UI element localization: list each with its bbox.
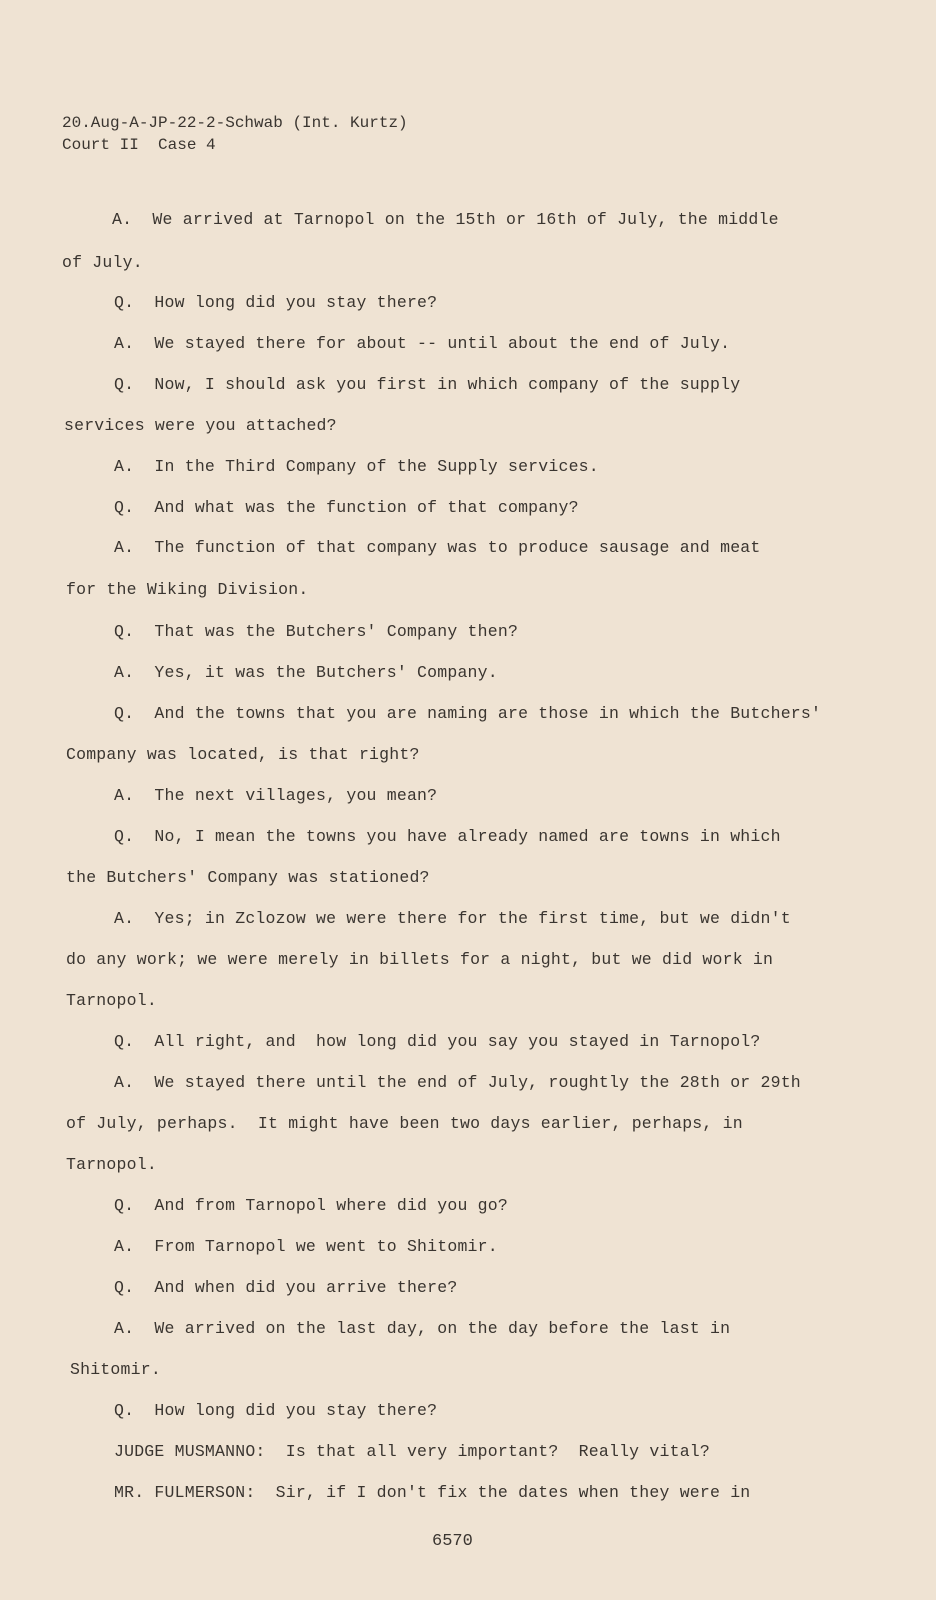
transcript-line: Q. That was the Butchers' Company then? [114,622,519,641]
transcript-line: of July. [62,253,143,272]
transcript-line: JUDGE MUSMANNO: Is that all very important? Really vital? [114,1442,710,1461]
header-line-2: Court II Case 4 [62,136,216,154]
transcript-line: Tarnopol. [66,1155,157,1174]
transcript-line: Q. And the towns that you are naming are those in which the Butchers' [114,704,822,723]
transcript-line: Q. And from Tarnopol where did you go? [114,1196,508,1215]
transcript-line: A. Yes, it was the Butchers' Company. [114,663,498,682]
transcript-line: Tarnopol. [66,991,157,1010]
transcript-line: A. From Tarnopol we went to Shitomir. [114,1237,498,1256]
transcript-line: A. We arrived at Tarnopol on the 15th or 16th of July, the middle [112,210,779,229]
transcript-line: A. In the Third Company of the Supply services. [114,457,599,476]
transcript-line: A. We arrived on the last day, on the day before the last in [114,1319,731,1338]
header-line-1: 20.Aug-A-JP-22-2-Schwab (Int. Kurtz) [62,114,408,132]
transcript-line: Shitomir. [70,1360,161,1379]
transcript-line: Q. No, I mean the towns you have already named are towns in which [114,827,781,846]
transcript-line: A. We stayed there until the end of July, roughtly the 28th or 29th [114,1073,801,1092]
transcript-line: Q. How long did you stay there? [114,293,438,312]
transcript-line: A. We stayed there for about -- until about the end of July. [114,334,731,353]
transcript-line: Q. Now, I should ask you first in which company of the supply [114,375,741,394]
transcript-line: A. The next villages, you mean? [114,786,438,805]
transcript-line: services were you attached? [64,416,337,435]
document-header [62,112,408,156]
transcript-line: A. Yes; in Zclozow we were there for the first time, but we didn't [114,909,791,928]
transcript-line: do any work; we were merely in billets for a night, but we did work in [66,950,774,969]
transcript-line: Q. And when did you arrive there? [114,1278,458,1297]
transcript-line: for the Wiking Division. [66,580,309,599]
transcript-line: Company was located, is that right? [66,745,420,764]
page-number: 6570 [432,1532,473,1551]
transcript-line: Q. And what was the function of that company? [114,498,579,517]
transcript-line: of July, perhaps. It might have been two days earlier, perhaps, in [66,1114,743,1133]
transcript-line: Q. All right, and how long did you say you stayed in Tarnopol? [114,1032,761,1051]
transcript-line: the Butchers' Company was stationed? [66,868,430,887]
transcript-line: Q. How long did you stay there? [114,1401,438,1420]
transcript-line: A. The function of that company was to produce sausage and meat [114,538,761,557]
transcript-line: MR. FULMERSON: Sir, if I don't fix the dates when they were in [114,1483,751,1502]
